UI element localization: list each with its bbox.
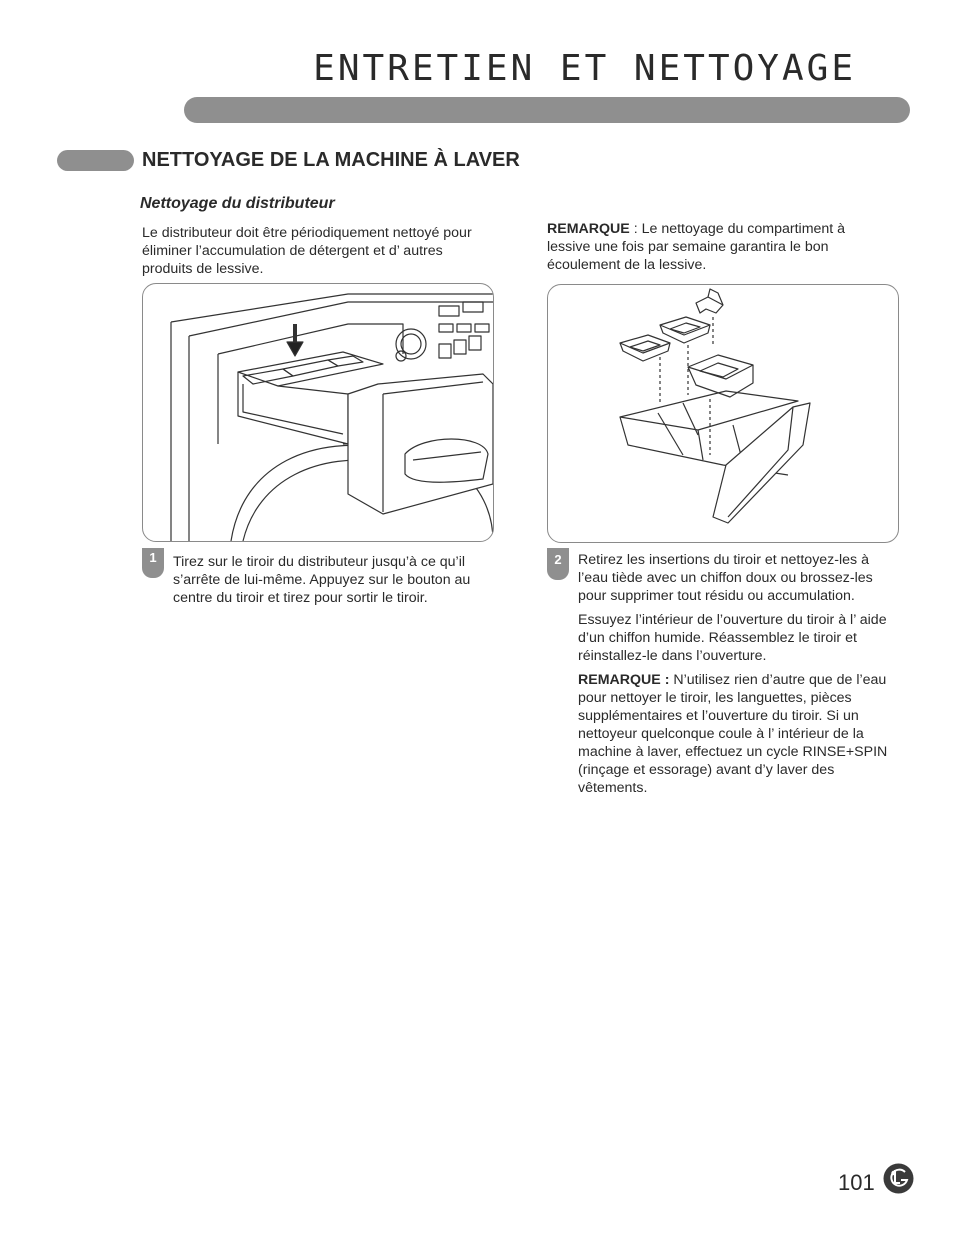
- note-paragraph: [547, 220, 892, 274]
- figure-drawer-inserts: [547, 284, 899, 543]
- page-title: ENTRETIEN ET NETTOYAGE: [313, 48, 856, 89]
- figure-dispenser-drawer: [142, 283, 494, 542]
- section-subtitle: Nettoyage du distributeur: [140, 195, 335, 212]
- step-2-text-2: Essuyez l’intérieur de l’ouverture du tiroir à l’ aide d’un chiffon humide. Réassemblez le tiroir et réinstallez-le dans l’ouverture.: [578, 612, 887, 664]
- step-2-note-label: REMARQUE :: [578, 672, 670, 688]
- step-2-note: [578, 671, 896, 797]
- step-number-1: 1: [142, 548, 164, 578]
- note-label: REMARQUE: [547, 221, 630, 237]
- title-bar: [184, 97, 910, 123]
- note-text: : Le nettoyage du compartiment à lessive une fois par semaine garantira le bon écoulement de la lessive.: [547, 221, 846, 273]
- intro-paragraph: Le distributeur doit être périodiquement nettoyé pour éliminer l’accumulation de détergent et d’ autres produits de lessive.: [142, 225, 472, 277]
- page-number: 101: [838, 1170, 875, 1195]
- section-pill: [57, 150, 134, 171]
- step-2-block: [578, 551, 896, 803]
- step-number-2: 2: [547, 548, 569, 580]
- step-2-text: Retirez les insertions du tiroir et nettoyez-les à l’eau tiède avec un chiffon doux ou brossez-les pour supprimer tout résidu ou accumulation.: [578, 552, 873, 604]
- step-1-text: Tirez sur le tiroir du distributeur jusqu’à ce qu’il s’arrête de lui-même. Appuyez sur le bouton au centre du tiroir et tirez pour sortir le tiroir.: [173, 554, 471, 606]
- section-title: NETTOYAGE DE LA MACHINE À LAVER: [142, 149, 520, 171]
- lg-logo-icon: [883, 1163, 914, 1194]
- step-2-note-text: N’utilisez rien d’autre que de l’eau pour nettoyer le tiroir, les languettes, pièces supplémentaires et l’ouverture du tiroir. Si un nettoyeur quelconque coule à l’ intérieur de la machine à laver, effectuez un cycle RINSE+SPIN (rinçage et essorage) avant d’y laver des vêtements.: [578, 672, 888, 796]
